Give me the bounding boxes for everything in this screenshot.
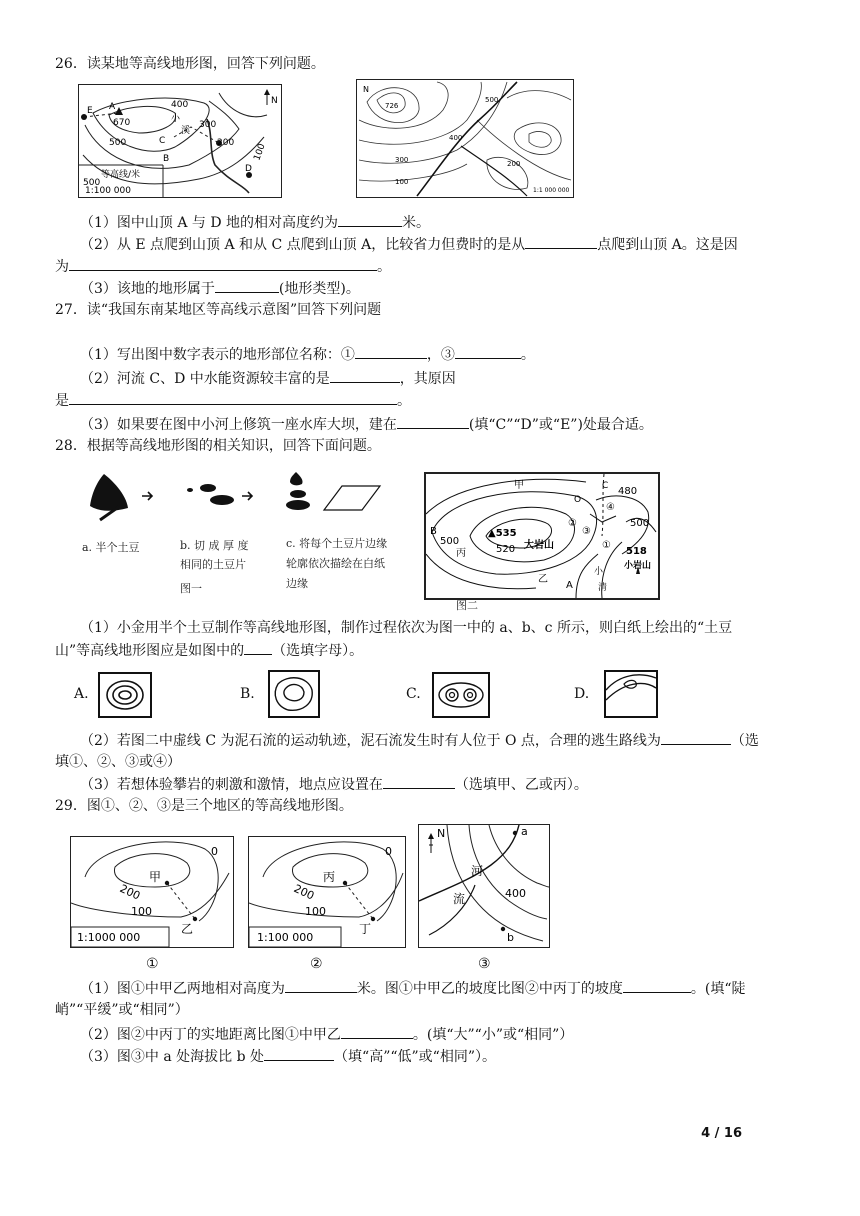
label-400: 400	[171, 100, 189, 110]
q29-map-2-svg	[249, 837, 405, 947]
q27-sub1-text: （1）写出图中数字表示的地形部位名称：①	[80, 347, 355, 363]
q29-sub2-text: （2）图②中丙丁的实地距离比图①中甲乙	[80, 1027, 341, 1043]
q29-sub2	[80, 1024, 573, 1045]
label-500: 500	[109, 138, 127, 148]
label-north: N	[271, 96, 278, 106]
q28-figure2-caption: 图二	[456, 599, 478, 612]
label-xiaoyanshan: 小岩山	[624, 561, 652, 571]
q29-sub3	[80, 1046, 496, 1067]
label-peak-670: 670	[113, 118, 131, 128]
q26-right-map-svg	[357, 80, 573, 197]
q28-sub2-blank[interactable]	[661, 730, 731, 745]
q28-figure1-illustration	[82, 470, 382, 526]
label-100: 100	[395, 178, 409, 186]
q29-map-3-svg	[419, 825, 549, 947]
q29-map-3-number: ③	[478, 956, 491, 972]
q26-sub2	[80, 234, 738, 255]
q28-sub2-text2: （选	[730, 733, 759, 749]
label-500: 500	[485, 96, 499, 104]
q27-sub1	[80, 344, 535, 365]
q28-figure2-map	[424, 472, 660, 600]
q26-sub3-end: (地形类型)。	[278, 281, 360, 297]
q29-sub1	[80, 978, 746, 999]
q28-caption-a: a. 半个土豆	[82, 541, 140, 554]
q28-option-c-label[interactable]: C.	[406, 686, 421, 702]
label-yi: 乙	[181, 922, 194, 936]
label-river2: 清	[598, 583, 608, 593]
label-500b: 500	[83, 178, 101, 188]
label-d: D	[245, 164, 252, 174]
q27-sub2-text: （2）河流 C、D 中水能资源较丰富的是	[80, 371, 330, 387]
q29-sub1-blank1[interactable]	[285, 978, 357, 993]
q29-map-2-number: ②	[310, 956, 323, 972]
label-bing: 丙	[456, 548, 466, 559]
label-scale: 1:100 000	[257, 931, 314, 944]
label-535: ▲535	[488, 528, 517, 539]
q27-sub1-end: 。	[520, 347, 535, 363]
q28-sub1-end: （选填字母）。	[272, 643, 364, 659]
half-potato-icon	[90, 474, 128, 511]
q27-sub1-blank2[interactable]	[455, 344, 521, 359]
label-c: C	[159, 136, 166, 146]
q27-sub3-text: （3）如果要在图中小河上修筑一座水库大坝，建在	[80, 417, 397, 433]
q28-sub3	[80, 774, 588, 795]
q27-sub2	[80, 368, 456, 389]
q26-sub3-blank[interactable]	[215, 278, 279, 293]
q26-sub2-end: 。	[377, 259, 391, 275]
q28-option-b-figure[interactable]	[268, 670, 320, 718]
label-jia: 甲	[514, 480, 524, 491]
q27-sub2-blank[interactable]	[330, 368, 400, 383]
label-b: B	[163, 154, 170, 164]
label-he: 河	[471, 864, 484, 878]
label-a: A	[566, 580, 573, 591]
label-0: 0	[385, 845, 392, 858]
label-jia: 甲	[149, 870, 162, 884]
q26-sub1-text: （1）图中山顶 A 与 D 地的相对高度约为	[80, 215, 339, 231]
label-route-2: ②	[568, 518, 577, 529]
label-ding: 丁	[359, 922, 372, 936]
q26-sub2-text: （2）从 E 点爬到山顶 A 和从 C 点爬到山顶 A，比较省力但费时的是从	[80, 237, 526, 253]
q27-sub2-cont	[55, 390, 411, 411]
q27-sub1-text2: ，③	[426, 347, 455, 363]
q28-sub3-end: （选填甲、乙或丙）。	[454, 777, 588, 793]
q28-sub2-text: （2）若图二中虚线 C 为泥石流的运动轨迹，泥石流发生时有人位于 O 点，合理的逃生路线为	[80, 733, 661, 749]
q28-sub3-text: （3）若想体验攀岩的刺激和激情，地点应设置在	[80, 777, 383, 793]
q27-title: 27．读“我国东南某地区等高线示意图”回答下列问题	[55, 302, 382, 318]
q27-sub1-blank1[interactable]	[355, 344, 427, 359]
arrow-icon-2	[242, 492, 252, 500]
q29-map-1-svg	[71, 837, 233, 947]
q26-title: 26．读某地等高线地形图，回答下列问题。	[55, 56, 325, 72]
q26-contour-map-right	[356, 79, 574, 198]
label-route-3: ③	[582, 526, 591, 537]
point-a-dot	[513, 831, 517, 835]
q29-sub1-text: （1）图①中甲乙两地相对高度为	[80, 981, 285, 997]
point-ding-dot	[371, 917, 375, 921]
label-route-1: ①	[602, 540, 611, 551]
q29-map-1-number: ①	[146, 956, 159, 972]
q29-sub2-end: 。(填“大”“小”或“相同”）	[412, 1027, 574, 1043]
q26-sub3	[80, 278, 360, 299]
q28-option-a-label[interactable]: A.	[74, 686, 89, 702]
q28-option-c-figure[interactable]	[432, 672, 490, 718]
page-number: 4 / 16	[701, 1126, 742, 1141]
q27-sub3-end: (填“C”“D”或“E”)处最合适。	[468, 417, 653, 433]
label-500b: 500	[440, 536, 460, 547]
q29-sub2-blank[interactable]	[341, 1024, 413, 1039]
q28-option-d-label[interactable]: D.	[574, 686, 590, 702]
q28-figure2-svg	[426, 474, 658, 598]
q28-sub2-cont: 填①、②、③或④）	[55, 754, 181, 770]
q29-sub3-end: （填“高”“低”或“相同”）。	[334, 1049, 496, 1065]
q29-map-1	[70, 836, 234, 948]
label-north: N	[363, 85, 369, 94]
label-480: 480	[618, 486, 638, 497]
label-b: B	[430, 526, 437, 537]
q28-sub3-blank[interactable]	[383, 774, 455, 789]
q29-sub1-cont: 峭”“平缓”或“相同”）	[55, 1002, 189, 1018]
q29-sub3-blank[interactable]	[264, 1046, 334, 1061]
q26-sub3-text: （3）该地的地形属于	[80, 281, 215, 297]
label-north: N	[437, 827, 446, 840]
q29-sub1-text3: 。(填“陡	[690, 981, 746, 997]
label-river2: 溪	[181, 126, 191, 136]
label-100: 100	[305, 905, 326, 918]
label-726: 726	[385, 102, 399, 110]
q29-map-2	[248, 836, 406, 948]
label-river1: 小	[594, 567, 604, 577]
label-100: 100	[131, 905, 152, 918]
label-400: 400	[505, 887, 526, 900]
label-200: 200	[217, 138, 235, 148]
q27-sub2-text2: ，其原因	[399, 371, 456, 387]
label-100: 100	[252, 142, 268, 163]
q28-caption-b2: 相同的土豆片	[180, 558, 246, 571]
q27-sub2-text3: 是	[55, 393, 69, 409]
q26-sub2-reason-blank[interactable]	[69, 256, 377, 271]
q26-sub2-blank[interactable]	[525, 234, 597, 249]
q26-sub2-text2: 点爬到山顶 A。这是因	[597, 237, 738, 253]
label-520: 520	[496, 544, 516, 555]
point-bing-dot	[343, 881, 347, 885]
q28-option-d-figure[interactable]	[604, 670, 658, 718]
label-dayanshan: 大岩山	[524, 540, 554, 551]
q28-caption-c1: c. 将每个土豆片边缘	[286, 537, 388, 550]
label-yi: 乙	[538, 574, 548, 585]
q26-sub1-unit: 米。	[402, 215, 431, 231]
arrow-icon-1	[142, 492, 152, 500]
label-400: 400	[449, 134, 463, 142]
q28-sub1-blank[interactable]	[244, 640, 272, 655]
q28-caption-c3: 边缘	[286, 577, 308, 590]
point-yi-dot	[193, 917, 197, 921]
label-a: a	[521, 825, 528, 838]
q29-sub3-text: （3）图③中 a 处海拔比 b 处	[80, 1049, 265, 1065]
q28-option-b-label[interactable]: B.	[240, 686, 255, 702]
label-scale: 1:1 000 000	[533, 187, 570, 194]
label-scale: 1:1000 000	[77, 931, 141, 944]
q28-option-a-figure[interactable]	[98, 672, 152, 718]
label-a: A	[109, 102, 116, 112]
q26-left-map-svg	[79, 85, 281, 197]
q28-caption-b1: b. 切 成 厚 度	[180, 539, 249, 552]
q29-sub1-text2: 米。图①中甲乙的坡度比图②中丙丁的坡度	[356, 981, 623, 997]
q27-sub3	[80, 414, 653, 435]
label-300: 300	[199, 120, 217, 130]
q29-sub1-blank2[interactable]	[623, 978, 691, 993]
label-o: O	[574, 495, 582, 505]
point-b-dot	[501, 927, 505, 931]
label-route-4: ④	[606, 502, 615, 513]
white-paper-icon	[324, 486, 380, 510]
q27-sub3-blank[interactable]	[397, 414, 469, 429]
label-e: E	[87, 106, 93, 116]
point-jia-dot	[165, 881, 169, 885]
label-bing: 丙	[323, 870, 336, 884]
q27-sub2-end: 。	[397, 393, 411, 409]
q28-sub1-cont	[55, 640, 363, 661]
label-liu: 流	[453, 892, 466, 906]
label-200: 200	[291, 881, 317, 903]
q26-sub1	[80, 212, 430, 233]
q29-map-3	[418, 824, 550, 948]
peak-triangle	[115, 107, 123, 115]
q26-sub1-blank[interactable]	[338, 212, 402, 227]
label-0: 0	[211, 845, 218, 858]
q28-sub1-text2: 山”等高线地形图应是如图中的	[55, 643, 245, 659]
q26-contour-map-left	[78, 84, 282, 198]
label-300: 300	[395, 156, 409, 164]
label-c: C	[602, 481, 609, 491]
label-b: b	[507, 931, 514, 944]
q28-sub1: （1）小金用半个土豆制作等高线地形图，制作过程依次为图一中的 a、b、c 所示，则白纸上绘出的“土豆	[80, 620, 733, 636]
label-200: 200	[117, 881, 143, 903]
q29-title: 29．图①、②、③是三个地区的等高线地形图。	[55, 798, 353, 814]
q28-caption-c2: 轮廓依次描绘在白纸	[286, 557, 385, 570]
q28-caption-b3: 图一	[180, 582, 202, 595]
q26-sub2-cont	[55, 256, 391, 277]
label-river: 小	[171, 114, 181, 124]
label-200: 200	[507, 160, 521, 168]
q28-title: 28．根据等高线地形图的相关知识，回答下面问题。	[55, 438, 381, 454]
label-scale: 1:100 000	[85, 186, 131, 196]
label-legend: 等高线/米	[101, 170, 141, 180]
label-518: 518	[626, 546, 647, 557]
q26-sub2-text3: 为	[55, 259, 69, 275]
label-500: 500	[630, 518, 650, 529]
q28-sub2	[80, 730, 759, 751]
q27-sub2-reason-blank[interactable]	[69, 390, 397, 405]
